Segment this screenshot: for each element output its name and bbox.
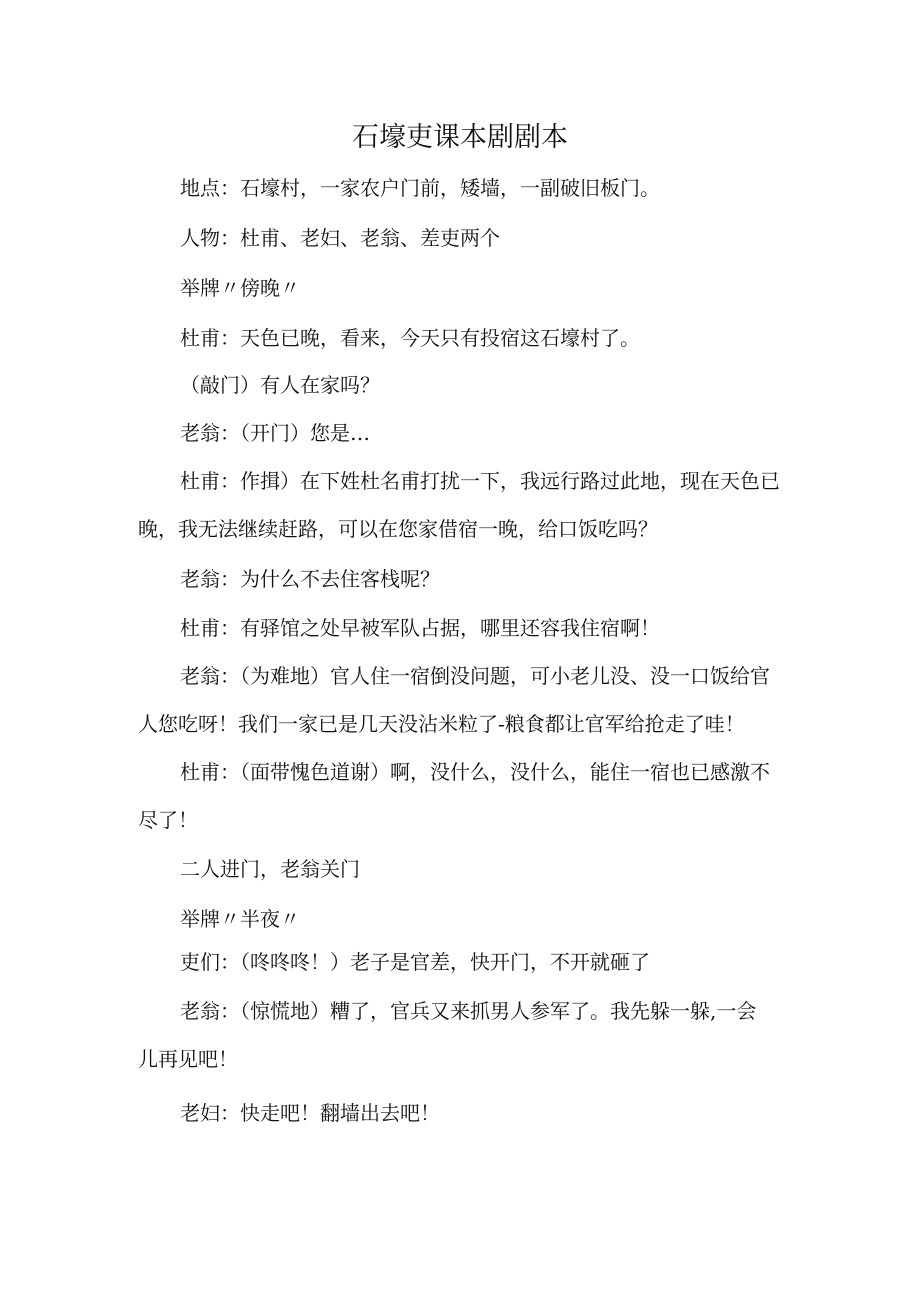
script-line: 老翁：（惊慌地）糟了，官兵又来抓男人参军了。我先躲一躲,一会 (180, 999, 757, 1023)
script-line-continuation: 尽了！ (138, 808, 198, 832)
script-line: 老翁：（开门）您是… (180, 421, 370, 445)
script-line: 老翁：（为难地）官人住一宿倒没问题，可小老儿没、没一口饭给官 (180, 664, 770, 688)
script-line: 杜甫：天色已晚，看来，今天只有投宿这石壕村了。 (180, 326, 640, 350)
script-line-sign-evening: 举牌〃傍晚〃 (180, 276, 300, 300)
script-line-location: 地点：石壕村，一家农户门前，矮墙，一副破旧板门。 (180, 176, 660, 200)
stage-direction: （敲门）有人在家吗？ (180, 373, 380, 397)
script-line-sign-midnight: 举牌〃半夜〃 (180, 907, 300, 931)
script-line-continuation: 儿再见吧！ (138, 1047, 238, 1071)
stage-direction: 二人进门，老翁关门 (180, 857, 360, 881)
script-line: 吏们：（咚咚咚！）老子是官差，快开门，不开就砸了 (180, 950, 650, 974)
script-line: 老妇：快走吧！翻墙出去吧！ (180, 1101, 440, 1125)
script-line: 老翁：为什么不去住客栈呢？ (180, 567, 440, 591)
script-line-characters: 人物：杜甫、老妇、老翁、差吏两个 (180, 226, 500, 250)
script-line: 杜甫：（面带愧色道谢）啊，没什么，没什么，能住一宿也已感激不 (180, 760, 770, 784)
script-line-continuation: 人您吃呀！我们一家已是几天没沾米粒了-粮食都让官军给抢走了哇！ (138, 712, 745, 736)
script-line: 杜甫：作揖）在下姓杜名甫打扰一下，我远行路过此地，现在天色已 (180, 469, 780, 493)
script-line: 杜甫：有驿馆之处早被军队占据，哪里还容我住宿啊！ (180, 616, 660, 640)
document-title: 石壕吏课本剧剧本 (352, 122, 568, 153)
script-line-continuation: 晚，我无法继续赶路，可以在您家借宿一晚，给口饭吃吗？ (138, 517, 658, 541)
